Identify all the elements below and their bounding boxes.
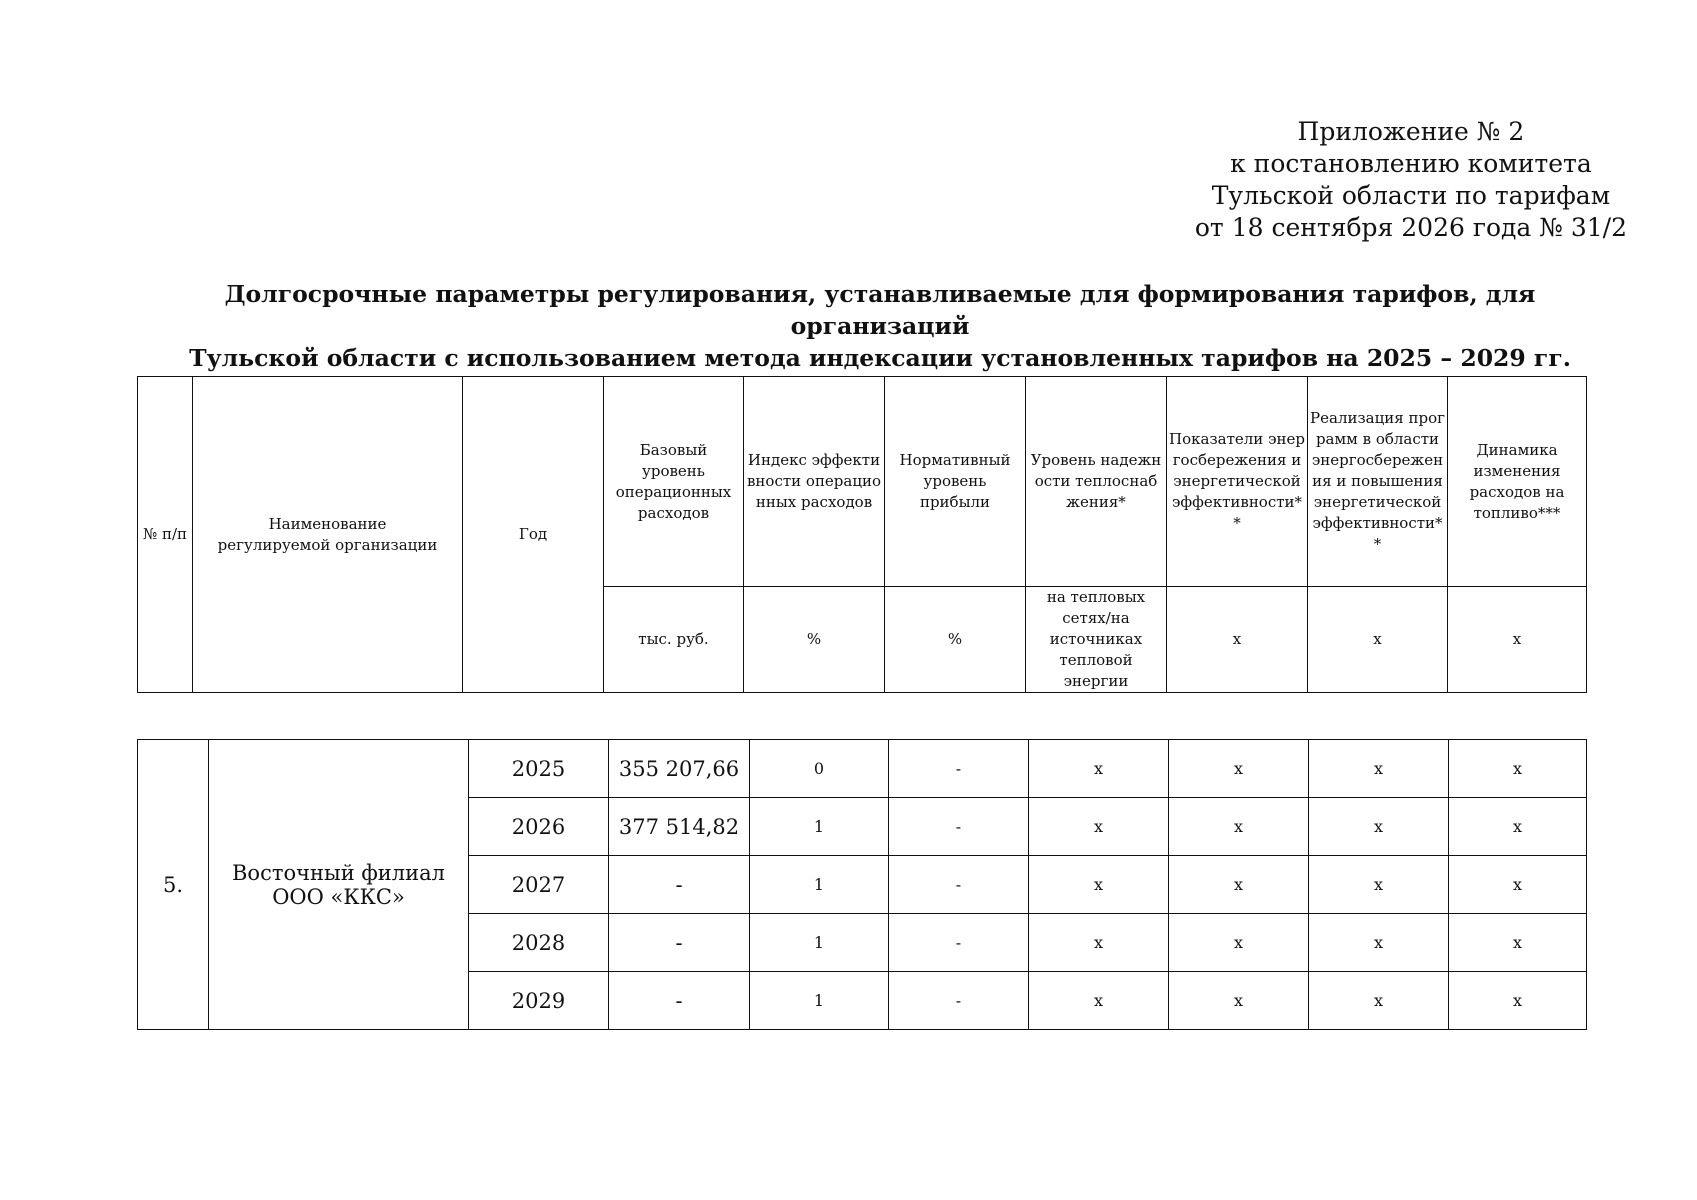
header-fuel-dynamics: Динамика изменения расходов на топливо*** [1448,377,1587,587]
data-table [137,739,1587,1030]
cell-base-opex: - [609,856,750,914]
cell-year: 2026 [469,798,609,856]
cell-fuel: х [1449,740,1587,798]
appendix-line: от 18 сентября 2026 года № 31/2 [1194,213,1627,242]
cell-profit: - [889,914,1029,972]
cell-year: 2029 [469,972,609,1030]
cell-index: 1 [750,972,889,1030]
cell-energy: х [1169,740,1309,798]
cell-reliability: х [1029,798,1169,856]
cell-year: 2028 [469,914,609,972]
cell-profit: - [889,798,1029,856]
unit-programs: х [1308,587,1448,693]
cell-energy: х [1169,856,1309,914]
cell-energy: х [1169,972,1309,1030]
header-reliability: Уровень надежности теплоснабжения* [1026,377,1167,587]
header-energy-saving: Показатели энергосбережения и энергетической эффективности** [1167,377,1308,587]
cell-index: 1 [750,856,889,914]
cell-programs: х [1309,740,1449,798]
cell-year: 2027 [469,856,609,914]
cell-base-opex: 377 514,82 [609,798,750,856]
header-year: Год [463,377,604,693]
header-org: Наименование регулируемой организации [193,377,463,693]
title-line: Долгосрочные параметры регулирования, устанавливаемые для формирования тарифов, для организаций [224,280,1536,340]
cell-programs: х [1309,856,1449,914]
cell-profit: - [889,856,1029,914]
cell-fuel: х [1449,972,1587,1030]
cell-reliability: х [1029,914,1169,972]
appendix-line: Тульской области по тарифам [1211,181,1611,210]
cell-year: 2025 [469,740,609,798]
org-number: 5. [138,740,209,1030]
header-base-opex: Базовый уровень операционных расходов [604,377,744,587]
unit-reliability: на тепловых сетях/на источниках тепловой энергии [1026,587,1167,693]
unit-base-opex: тыс. руб. [604,587,744,693]
cell-energy: х [1169,914,1309,972]
document-title [150,278,1610,374]
cell-programs: х [1309,798,1449,856]
appendix-line: к постановлению комитета [1230,149,1592,178]
cell-fuel: х [1449,914,1587,972]
unit-fuel-dynamics: х [1448,587,1587,693]
cell-reliability: х [1029,740,1169,798]
cell-index: 0 [750,740,889,798]
header-programs: Реализация программ в области энергосбережения и повышения энергетической эффективности** [1308,377,1448,587]
header-efficiency-index: Индекс эффективности операционных расходов [744,377,885,587]
cell-fuel: х [1449,798,1587,856]
unit-efficiency-index: % [744,587,885,693]
title-line: Тульской области с использованием метода индексации установленных тарифов на 2025 – 2029 гг. [189,344,1571,372]
cell-index: 1 [750,798,889,856]
header-num: № п/п [138,377,193,693]
cell-programs: х [1309,914,1449,972]
cell-energy: х [1169,798,1309,856]
unit-normative-profit: % [885,587,1026,693]
header-normative-profit: Нормативный уровень прибыли [885,377,1026,587]
cell-profit: - [889,740,1029,798]
appendix-block [1195,116,1627,244]
cell-reliability: х [1029,972,1169,1030]
cell-programs: х [1309,972,1449,1030]
cell-reliability: х [1029,856,1169,914]
cell-fuel: х [1449,856,1587,914]
table-row [138,740,1587,798]
cell-base-opex: 355 207,66 [609,740,750,798]
cell-base-opex: - [609,972,750,1030]
unit-energy-saving: х [1167,587,1308,693]
org-name: Восточный филиал ООО «ККС» [209,740,469,1030]
cell-base-opex: - [609,914,750,972]
cell-index: 1 [750,914,889,972]
header-table [137,376,1587,693]
cell-profit: - [889,972,1029,1030]
appendix-line: Приложение № 2 [1297,117,1525,146]
